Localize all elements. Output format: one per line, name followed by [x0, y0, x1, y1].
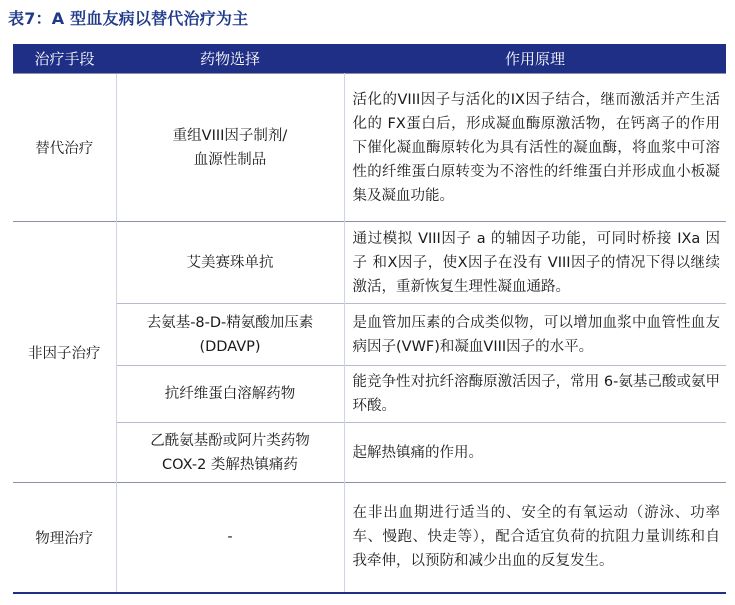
header-drug: 药物选择 [116, 44, 344, 74]
group-label-replacement: 替代治疗 [13, 74, 116, 222]
drug-cell [116, 366, 344, 423]
group-label-non-factor: 非因子治疗 [13, 222, 116, 483]
mechanism-cell: 活化的VIII因子与活化的IX因子结合，继而激活并产生活化的 FX蛋白后，形成凝血酶原激活物，在钙离子的作用下催化凝血酶原转化为具有活性的凝血酶，将血浆中可溶性的纤维蛋白原转变为不溶性的纤维蛋白并形成血小板凝集及凝血功能。 [344, 74, 726, 222]
mechanism-cell: 在非出血期进行适当的、安全的有氧运动（游泳、功率车、慢跑、快走等），配合适宜负荷的抗阻力量训练和自我牵伸，以预防和减少出血的反复发生。 [344, 483, 726, 593]
drug-cell [116, 483, 344, 593]
header-treatment: 治疗手段 [13, 44, 116, 74]
mechanism-cell: 能竞争性对抗纤溶酶原激活因子，常用 6-氨基己酸或氨甲环酸。 [344, 366, 726, 423]
table-row [13, 423, 726, 483]
table-row [13, 222, 726, 304]
group-label-physical: 物理治疗 [13, 483, 116, 593]
table-header-row [13, 44, 726, 74]
drug-line: (DDAVP) [199, 338, 261, 355]
drug-line: 重组VIII因子制剂/ [172, 127, 288, 144]
mechanism-cell: 是血管加压素的合成类似物，可以增加血浆中血管性血友病因子(VWF)和凝血VIII因子的水平。 [344, 304, 726, 366]
header-mechanism: 作用原理 [344, 44, 726, 74]
table-row [13, 483, 726, 593]
drug-line: 去氨基-8-D-精氨酸加压素 [146, 314, 314, 331]
drug-cell [116, 423, 344, 483]
table-title: 表7：A 型血友病以替代治疗为主 [8, 9, 249, 28]
drug-cell [116, 222, 344, 304]
drug-line: - [227, 529, 233, 546]
mechanism-cell: 通过模拟 VIII因子 a 的辅因子功能，可同时桥接 IXa 因子 和X因子，使X因子在没有 VIII因子的情况下得以继续激活，重新恢复生理性凝血通路。 [344, 222, 726, 304]
drug-line: 血源性制品 [193, 151, 267, 168]
treatment-table [13, 44, 726, 594]
drug-line: 乙酰氨基酚或阿片类药物 [150, 432, 310, 449]
drug-line: 艾美赛珠单抗 [186, 254, 274, 271]
drug-cell [116, 74, 344, 222]
drug-cell [116, 304, 344, 366]
mechanism-cell: 起解热镇痛的作用。 [344, 423, 726, 483]
table-row [13, 366, 726, 423]
drug-line: 抗纤维蛋白溶解药物 [164, 386, 296, 402]
drug-line: COX-2 类解热镇痛药 [162, 456, 298, 473]
table-row [13, 74, 726, 222]
table-row [13, 304, 726, 366]
